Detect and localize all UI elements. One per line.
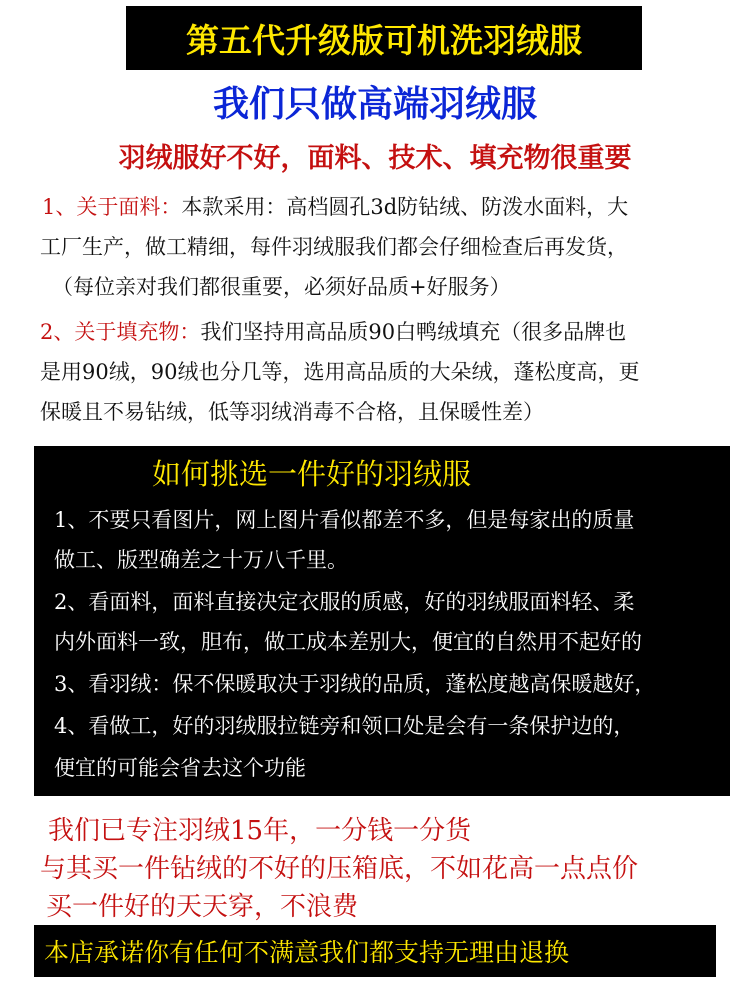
guide-line: 做工、版型确差之十万八千里。 xyxy=(54,548,348,572)
page-title: 第五代升级版可机洗羽绒服 xyxy=(186,20,582,60)
guide-line: 2、看面料，面料直接决定衣服的质感，好的羽绒服面料轻、柔 xyxy=(54,590,635,614)
promise-text: 本店承诺你有任何不满意我们都支持无理由退换 xyxy=(44,938,570,967)
guide-line: 4、看做工，好的羽绒服拉链旁和领口处是会有一条保护边的， xyxy=(54,714,635,738)
filling-line-2: 是用90绒，90绒也分几等，选用高品质的大朵绒，蓬松度高，更 xyxy=(40,360,640,384)
closing-line-2: 与其买一件钻绒的不好的压箱底，不如花高一点点价 xyxy=(40,854,639,884)
guide-title: 如何挑选一件好的羽绒服 xyxy=(152,457,472,491)
closing-line-3: 买一件好的天天穿，不浪费 xyxy=(46,892,359,922)
closing-line-1: 我们已专注羽绒15年，一分钱一分货 xyxy=(48,816,472,846)
fabric-section xyxy=(40,187,730,307)
fabric-line-1 xyxy=(40,187,730,227)
fabric-line-3: （每位亲对我们都很重要，必须好品质+好服务） xyxy=(52,275,511,299)
title-banner xyxy=(126,6,642,70)
promise-banner xyxy=(34,925,716,977)
filling-line-1 xyxy=(40,312,730,352)
subtitle: 我们只做高端羽绒服 xyxy=(212,84,537,125)
fabric-line-1-text: 本款采用：高档圆孔3d防钻绒、防泼水面料，大 xyxy=(181,195,629,219)
guide-line: 便宜的可能会省去这个功能 xyxy=(54,756,306,780)
guide-line: 内外面料一致，胆布，做工成本差别大，便宜的自然用不起好的 xyxy=(54,630,642,654)
filling-line-3: 保暖且不易钻绒，低等羽绒消毒不合格，且保暖性差） xyxy=(40,400,544,424)
slogan: 羽绒服好不好，面料、技术、填充物很重要 xyxy=(118,143,632,174)
filling-line-1-text: 我们坚持用高品质90白鸭绒填充（很多品牌也 xyxy=(200,320,627,344)
filling-heading: 2、关于填充物： xyxy=(40,320,201,344)
guide-box xyxy=(34,446,730,796)
guide-line: 1、不要只看图片，网上图片看似都差不多，但是每家出的质量 xyxy=(54,508,635,532)
fabric-heading: 1、关于面料： xyxy=(42,195,182,219)
guide-line: 3、看羽绒：保不保暖取决于羽绒的品质，蓬松度越高保暖越好， xyxy=(54,672,656,696)
fabric-line-2: 工厂生产，做工精细，每件羽绒服我们都会仔细检查后再发货， xyxy=(40,235,628,259)
filling-section xyxy=(40,312,730,432)
